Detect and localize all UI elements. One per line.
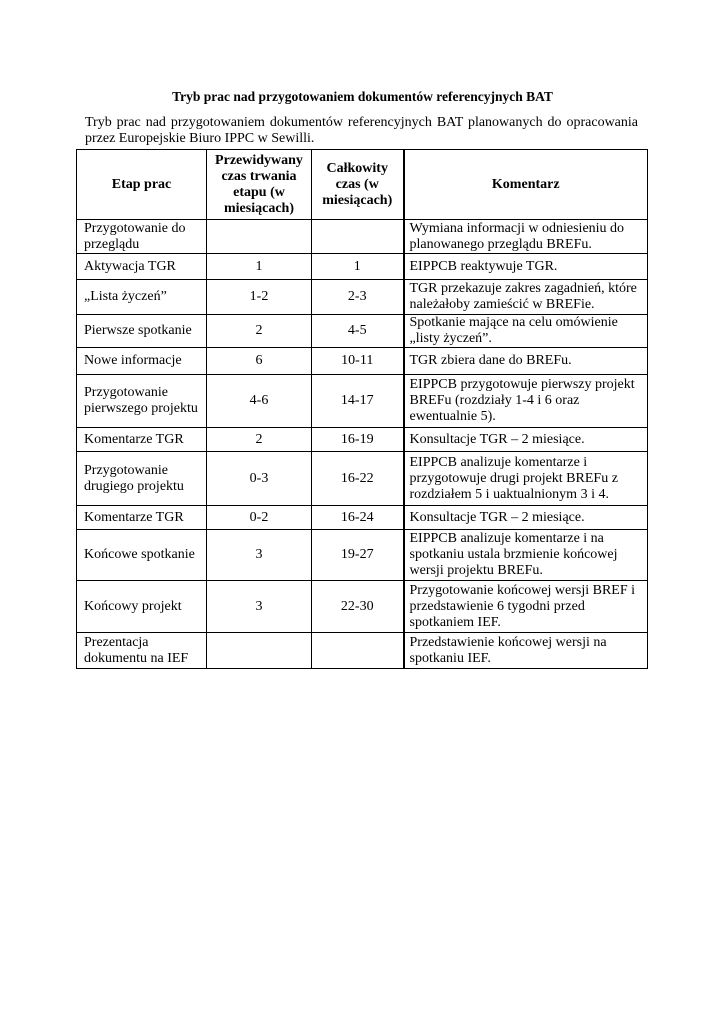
- cell-duration: 1-2: [207, 280, 312, 315]
- cell-comment: TGR przekazuje zakres zagadnień, które należałoby zamieścić w BREFie.: [404, 280, 648, 315]
- cell-total: [312, 220, 404, 254]
- cell-comment: EIPPCB przygotowuje pierwszy projekt BREFu (rozdziały 1-4 i 6 oraz ewentualnie 5).: [404, 375, 648, 428]
- cell-comment: TGR zbiera dane do BREFu.: [404, 348, 648, 375]
- table-row: [77, 452, 648, 506]
- cell-total: 22-30: [312, 581, 404, 633]
- cell-duration: 6: [207, 348, 312, 375]
- cell-duration: 3: [207, 581, 312, 633]
- cell-comment: EIPPCB analizuje komentarze i przygotowuje drugi projekt BREFu z rozdziałem 5 i uaktualnionym 3 i 4.: [404, 452, 648, 506]
- cell-comment: EIPPCB reaktywuje TGR.: [404, 254, 648, 280]
- cell-comment: Spotkanie mające na celu omówienie „listy życzeń”.: [404, 315, 648, 348]
- cell-comment: Konsultacje TGR – 2 miesiące.: [404, 428, 648, 452]
- intro-paragraph: Tryb prac nad przygotowaniem dokumentów referencyjnych BAT planowanych do opracowania przez Europejskie Biuro IPPC w Sewilli.: [85, 115, 638, 146]
- cell-stage: Przygotowanie drugiego projektu: [77, 452, 207, 506]
- cell-comment: Przedstawienie końcowej wersji na spotkaniu IEF.: [404, 633, 648, 669]
- table-row: [77, 581, 648, 633]
- table-row: [77, 220, 648, 254]
- cell-stage: Końcowe spotkanie: [77, 530, 207, 581]
- cell-duration: [207, 633, 312, 669]
- header-comment: Komentarz: [404, 150, 648, 220]
- cell-total: [312, 633, 404, 669]
- cell-stage: Komentarze TGR: [77, 428, 207, 452]
- cell-comment: Wymiana informacji w odniesieniu do planowanego przeglądu BREFu.: [404, 220, 648, 254]
- cell-duration: [207, 220, 312, 254]
- table-row: [77, 280, 648, 315]
- cell-duration: 4-6: [207, 375, 312, 428]
- cell-duration: 2: [207, 428, 312, 452]
- cell-stage: Aktywacja TGR: [77, 254, 207, 280]
- cell-comment: EIPPCB analizuje komentarze i na spotkaniu ustala brzmienie końcowej wersji projektu BREFu.: [404, 530, 648, 581]
- cell-duration: 1: [207, 254, 312, 280]
- cell-comment: Przygotowanie końcowej wersji BREF i przedstawienie 6 tygodni przed spotkaniem IEF.: [404, 581, 648, 633]
- table-row: [77, 428, 648, 452]
- page-title: Tryb prac nad przygotowaniem dokumentów referencyjnych BAT: [172, 89, 553, 104]
- work-stages-table: [76, 149, 648, 669]
- table-row: [77, 506, 648, 530]
- cell-duration: 0-2: [207, 506, 312, 530]
- cell-stage: Przygotowanie pierwszego projektu: [77, 375, 207, 428]
- cell-duration: 2: [207, 315, 312, 348]
- header-duration: Przewidywany czas trwania etapu (w miesiącach): [207, 150, 312, 220]
- cell-total: 16-24: [312, 506, 404, 530]
- cell-stage: Pierwsze spotkanie: [77, 315, 207, 348]
- cell-total: 16-19: [312, 428, 404, 452]
- table-row: [77, 348, 648, 375]
- cell-total: 4-5: [312, 315, 404, 348]
- header-stage: Etap prac: [77, 150, 207, 220]
- cell-stage: Prezentacja dokumentu na IEF: [77, 633, 207, 669]
- cell-total: 1: [312, 254, 404, 280]
- cell-total: 16-22: [312, 452, 404, 506]
- cell-comment: Konsultacje TGR – 2 miesiące.: [404, 506, 648, 530]
- cell-stage: Przygotowanie do przeglądu: [77, 220, 207, 254]
- cell-stage: Końcowy projekt: [77, 581, 207, 633]
- table-row: [77, 633, 648, 669]
- cell-stage: Nowe informacje: [77, 348, 207, 375]
- cell-total: 2-3: [312, 280, 404, 315]
- table-row: [77, 254, 648, 280]
- cell-duration: 0-3: [207, 452, 312, 506]
- cell-duration: 3: [207, 530, 312, 581]
- table-row: [77, 375, 648, 428]
- table-header-row: [77, 150, 648, 220]
- header-total: Całkowity czas (w miesiącach): [312, 150, 404, 220]
- cell-total: 10-11: [312, 348, 404, 375]
- cell-total: 19-27: [312, 530, 404, 581]
- table-row: [77, 530, 648, 581]
- table-row: [77, 315, 648, 348]
- cell-stage: Komentarze TGR: [77, 506, 207, 530]
- cell-total: 14-17: [312, 375, 404, 428]
- cell-stage: „Lista życzeń”: [77, 280, 207, 315]
